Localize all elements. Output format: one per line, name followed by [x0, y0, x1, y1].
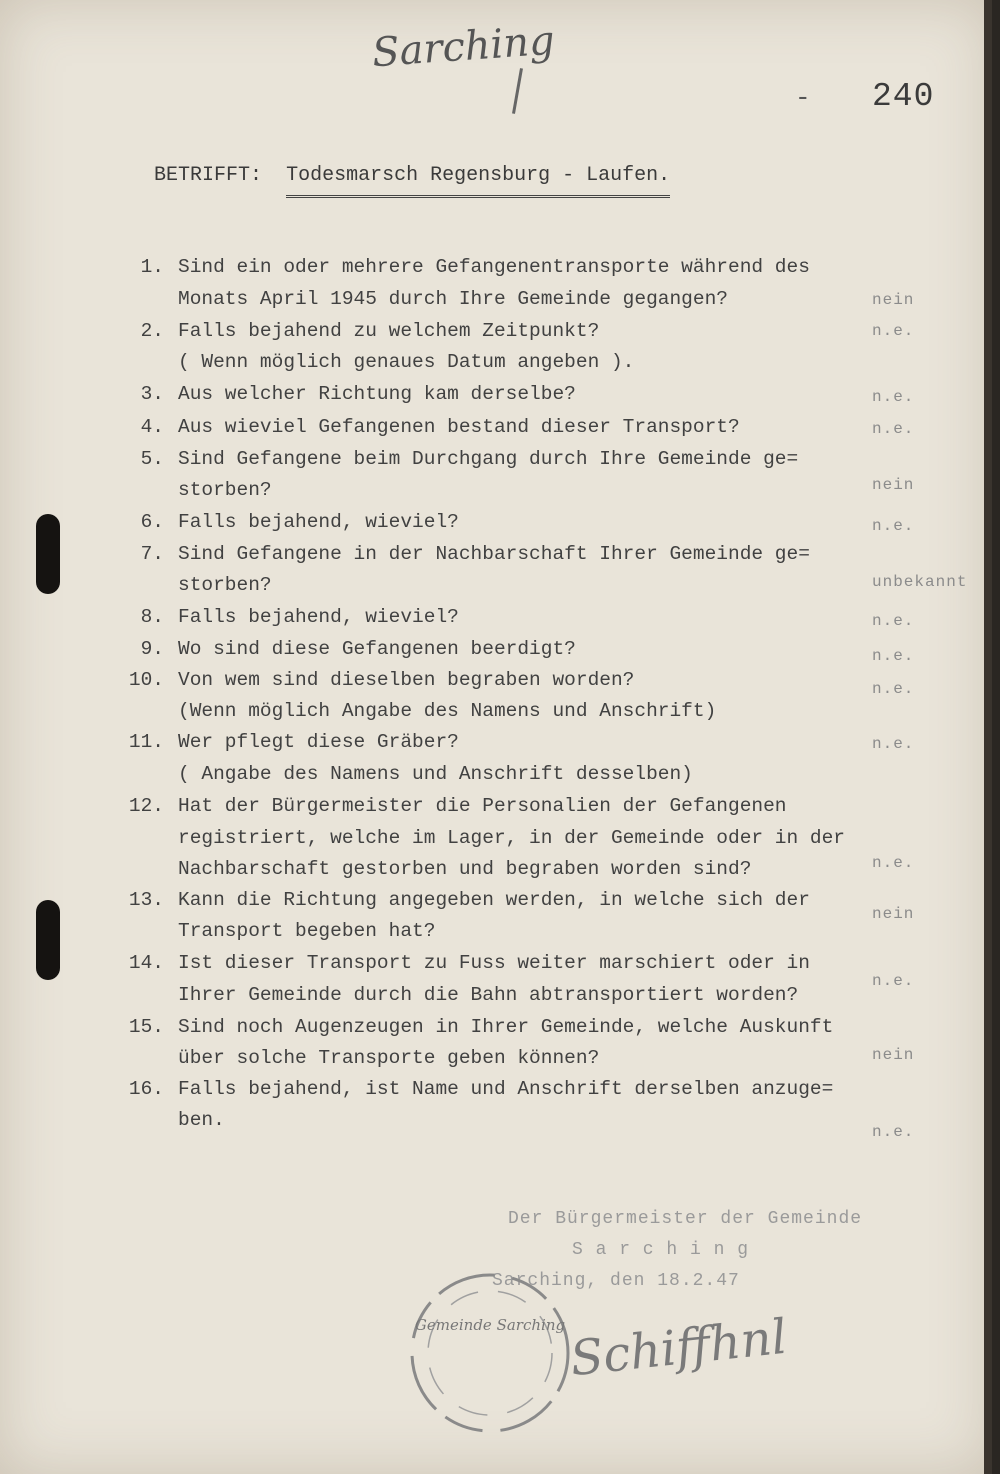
page-number: 240 — [872, 78, 935, 115]
question-text-line: ( Angabe des Namens und Anschrift desselben) — [178, 763, 693, 785]
question-number: 16. — [128, 1078, 164, 1100]
question-number: 11. — [128, 731, 164, 753]
question-number: 12. — [128, 795, 164, 817]
question-number: 5. — [140, 448, 164, 470]
signature-place-date: Sarching, den 18.2.47 — [492, 1271, 740, 1291]
question-text-line: Von wem sind dieselben begraben worden? — [178, 669, 635, 691]
question-text-line: Falls bejahend, wieviel? — [178, 511, 459, 533]
question-number: 14. — [128, 952, 164, 974]
punch-hole-bottom — [36, 900, 60, 980]
question-answer: n.e. — [872, 612, 915, 630]
question-answer: n.e. — [872, 517, 915, 535]
question-text-line: Falls bejahend, wieviel? — [178, 606, 459, 628]
question-text-line: Wo sind diese Gefangenen beerdigt? — [178, 638, 576, 660]
question-text-line: Falls bejahend zu welchem Zeitpunkt? — [178, 320, 600, 342]
question-number: 2. — [140, 320, 164, 342]
handwritten-place-name: Sarching — [370, 17, 557, 77]
question-number: 4. — [140, 416, 164, 438]
handwritten-stroke — [512, 68, 523, 114]
subject-text: Todesmarsch Regensburg - Laufen. — [286, 164, 670, 198]
question-text-line: Nachbarschaft gestorben und begraben worden sind? — [178, 858, 752, 880]
question-number: 9. — [140, 638, 164, 660]
question-answer: n.e. — [872, 854, 915, 872]
question-text-line: storben? — [178, 479, 272, 501]
question-answer: nein — [872, 1046, 915, 1064]
question-answer: n.e. — [872, 420, 915, 438]
question-text-line: Ihrer Gemeinde durch die Bahn abtransportiert worden? — [178, 984, 799, 1006]
question-text-line: Aus welcher Richtung kam derselbe? — [178, 383, 576, 405]
punch-hole-top — [36, 514, 60, 594]
municipal-stamp — [405, 1268, 575, 1438]
question-answer: nein — [872, 905, 915, 923]
question-text-line: Aus wieviel Gefangenen bestand dieser Transport? — [178, 416, 740, 438]
question-answer: nein — [872, 476, 915, 494]
question-number: 15. — [128, 1016, 164, 1038]
question-answer: n.e. — [872, 322, 915, 340]
question-text-line: Hat der Bürgermeister die Personalien der Gefangenen — [178, 795, 787, 817]
question-number: 10. — [128, 669, 164, 691]
signature-title: Der Bürgermeister der Gemeinde — [508, 1209, 863, 1229]
question-number: 13. — [128, 889, 164, 911]
page-number-dash: - — [795, 83, 811, 113]
question-answer: unbekannt — [872, 573, 968, 591]
page-edge — [984, 0, 992, 1474]
stamp-text: Gemeinde Sarching — [414, 1316, 566, 1334]
question-text-line: Sind Gefangene beim Durchgang durch Ihre Gemeinde ge= — [178, 448, 799, 470]
question-text-line: Wer pflegt diese Gräber? — [178, 731, 459, 753]
question-answer: nein — [872, 291, 915, 309]
question-text-line: Sind noch Augenzeugen in Ihrer Gemeinde, welche Auskunft — [178, 1016, 834, 1038]
question-text-line: Transport begeben hat? — [178, 920, 436, 942]
question-text-line: ben. — [178, 1109, 225, 1131]
question-number: 7. — [140, 543, 164, 565]
handwritten-signature: Schiffhnl — [567, 1308, 790, 1388]
question-text-line: Sind Gefangene in der Nachbarschaft Ihrer Gemeinde ge= — [178, 543, 810, 565]
subject-line — [106, 141, 670, 221]
question-text-line: storben? — [178, 574, 272, 596]
question-text-line: Sind ein oder mehrere Gefangenentransporte während des — [178, 256, 810, 278]
question-text-line: Kann die Richtung angegeben werden, in welche sich der — [178, 889, 810, 911]
question-number: 6. — [140, 511, 164, 533]
question-number: 3. — [140, 383, 164, 405]
signature-municipality: S a r c h i n g — [572, 1240, 750, 1260]
question-number: 8. — [140, 606, 164, 628]
question-text-line: Monats April 1945 durch Ihre Gemeinde gegangen? — [178, 288, 728, 310]
question-answer: n.e. — [872, 972, 915, 990]
question-text-line: registriert, welche im Lager, in der Gemeinde oder in der — [178, 827, 846, 849]
question-text-line: ( Wenn möglich genaues Datum angeben ). — [178, 351, 635, 373]
question-number: 1. — [140, 256, 164, 278]
question-answer: n.e. — [872, 647, 915, 665]
question-answer: n.e. — [872, 680, 915, 698]
question-text-line: Ist dieser Transport zu Fuss weiter marschiert oder in — [178, 952, 810, 974]
question-text-line: Falls bejahend, ist Name und Anschrift derselben anzuge= — [178, 1078, 834, 1100]
question-answer: n.e. — [872, 388, 915, 406]
question-text-line: über solche Transporte geben können? — [178, 1047, 600, 1069]
subject-label: BETRIFFT: — [154, 164, 263, 187]
question-answer: n.e. — [872, 1123, 915, 1141]
question-text-line: (Wenn möglich Angabe des Namens und Anschrift) — [178, 700, 717, 722]
question-answer: n.e. — [872, 735, 915, 753]
